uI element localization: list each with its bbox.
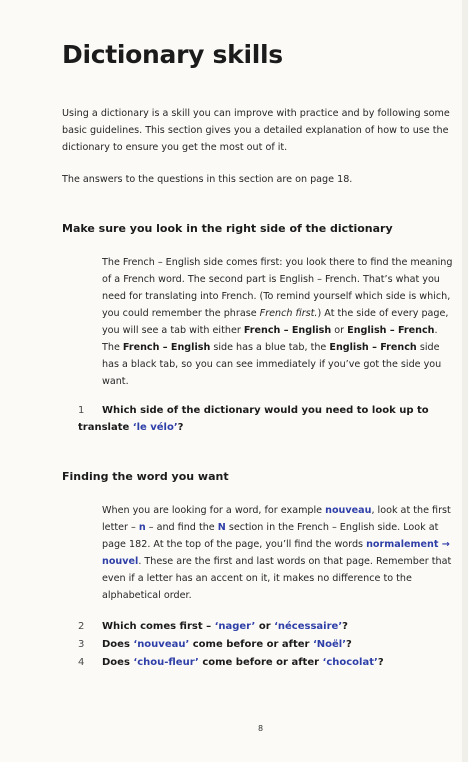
- question-word: ‘le vélo’: [132, 422, 178, 433]
- page-title: Dictionary skills: [62, 40, 283, 69]
- text: ?: [377, 657, 384, 668]
- question-word: ‘Noël’: [312, 639, 346, 650]
- section1-paragraph: [102, 254, 457, 390]
- question-word: ‘chou-fleur’: [133, 657, 199, 668]
- text: Does: [102, 639, 134, 650]
- text: section in the French – English side. Look at page 182. At the top of the page, you’ll find the words: [102, 522, 439, 550]
- question-number: 3: [78, 639, 85, 650]
- answers-note: The answers to the questions in this section are on page 18.: [62, 174, 353, 185]
- headword-range: normalement → nouvel: [102, 539, 450, 567]
- question-number: 2: [78, 621, 85, 632]
- emphasis: French first.: [259, 308, 318, 319]
- text: , look at the first letter –: [102, 505, 451, 533]
- text: Which comes first –: [102, 621, 215, 632]
- text: – and find the: [145, 522, 218, 533]
- question-3: [78, 636, 352, 653]
- question-text: Which side of the dictionary would you need to look up to translate: [78, 405, 429, 433]
- intro-paragraph: Using a dictionary is a skill you can improve with practice and by following some basic guidelines. This section gives you a detailed explanation of how to use the dictionary to ensure you get the most out of it.: [62, 108, 450, 153]
- section2-paragraph: [102, 502, 457, 604]
- text: ?: [346, 639, 352, 650]
- text: . These are the first and last words on that page. Remember that even if a letter has an accent on it, it makes no difference to the alphabetical order.: [102, 556, 452, 601]
- letter-uppercase: N: [217, 522, 226, 533]
- term-french-english: French – English: [122, 342, 211, 353]
- question-word: ‘nécessaire’: [274, 621, 343, 632]
- question-1: [78, 402, 438, 436]
- question-number: 1: [78, 405, 85, 416]
- term-english-french: English – French: [329, 342, 417, 353]
- question-word: ‘nouveau’: [133, 639, 190, 650]
- text: ): [317, 308, 322, 319]
- text: or: [331, 325, 348, 336]
- text: The French – English side comes first: you look there to find the meaning of a French word. The second part is English – French. That’s what you need for translating into French. (To remind yourself which side is which, you could remember the phrase: [102, 257, 453, 319]
- term-english-french: English – French: [347, 325, 435, 336]
- question-2: [78, 618, 348, 635]
- text: Does: [102, 657, 134, 668]
- question-number: 4: [78, 657, 85, 668]
- question-word: ‘nager’: [214, 621, 256, 632]
- example-word: nouveau: [325, 505, 372, 516]
- section-heading-right-side: Make sure you look in the right side of the dictionary: [62, 222, 393, 235]
- page-number: 8: [258, 724, 264, 733]
- question-end: ?: [177, 422, 184, 433]
- text: come before or after: [189, 639, 313, 650]
- question-4: [78, 654, 384, 671]
- text: ?: [342, 621, 348, 632]
- text: At the side of every page, you will see a tab with either: [102, 308, 449, 336]
- text: or: [255, 621, 275, 632]
- term-french-english: French – English: [243, 325, 332, 336]
- text: side has a black tab, so you can see immediately if you’ve got the side you want.: [102, 342, 442, 387]
- text: side has a blue tab, the: [210, 342, 330, 353]
- question-word: ‘chocolat’: [322, 657, 378, 668]
- page-edge: [462, 0, 468, 762]
- letter-lowercase: n: [138, 522, 146, 533]
- text: come before or after: [198, 657, 323, 668]
- text: . The: [102, 325, 438, 353]
- text: When you are looking for a word, for example: [102, 505, 326, 516]
- section-heading-finding-word: Finding the word you want: [62, 470, 229, 483]
